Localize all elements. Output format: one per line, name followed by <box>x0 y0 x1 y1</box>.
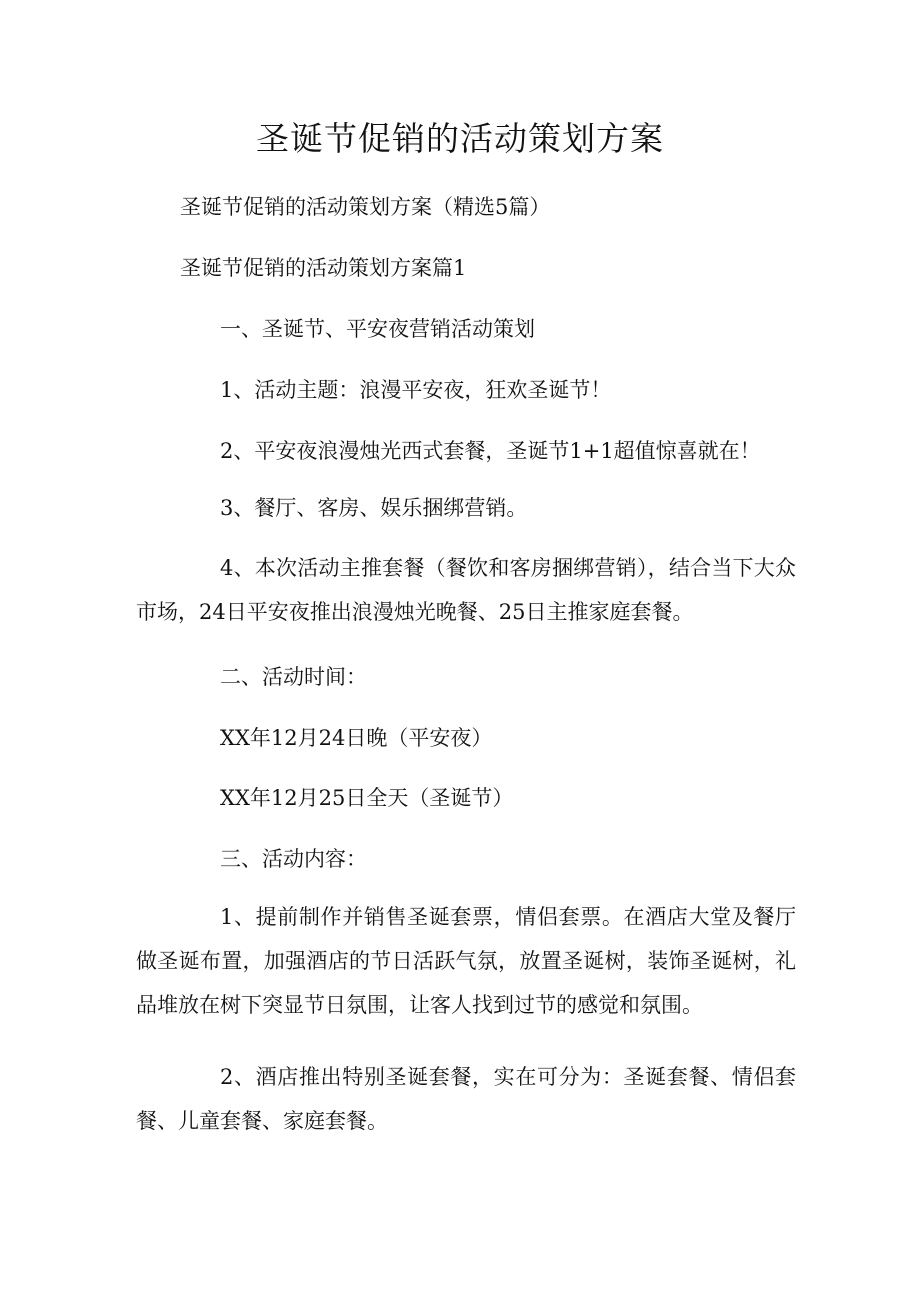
body-paragraph: 2、酒店推出特别圣诞套餐，实在可分为：圣诞套餐、情侣套餐、儿童套餐、家庭套餐。 <box>136 1065 796 1133</box>
section-heading-paragraph: 圣诞节促销的活动策划方案篇1 <box>180 256 467 280</box>
body-paragraph: XX年12月25日全天（圣诞节） <box>220 786 514 810</box>
body-paragraph: XX年12月24日晚（平安夜） <box>220 726 493 750</box>
body-paragraph: 2、平安夜浪漫烛光西式套餐，圣诞节1+1超值惊喜就在！ <box>220 439 761 463</box>
body-paragraph: 1、提前制作并销售圣诞套票，情侣套票。在酒店大堂及餐厅做圣诞布置，加强酒店的节日活跃气氛，放置圣诞树，装饰圣诞树，礼品堆放在树下突显节日氛围，让客人找到过节的感觉和氛围。 <box>136 905 796 1017</box>
body-paragraph: 4、本次活动主推套餐（餐饮和客房捆绑营销），结合当下大众市场，24日平安夜推出浪漫烛光晚餐、25日主推家庭套餐。 <box>136 556 796 624</box>
body-paragraph: 3、餐厅、客房、娱乐捆绑营销。 <box>220 496 528 520</box>
heading-paragraph: 一、圣诞节、平安夜营销活动策划 <box>220 317 535 341</box>
heading-paragraph: 三、活动内容： <box>220 847 367 871</box>
body-paragraph: 1、活动主题：浪漫平安夜，狂欢圣诞节！ <box>220 378 612 402</box>
document-title: 圣诞节促销的活动策划方案 <box>256 119 664 158</box>
heading-paragraph: 二、活动时间： <box>220 665 367 689</box>
subtitle-paragraph: 圣诞节促销的活动策划方案（精选5篇） <box>180 195 551 219</box>
